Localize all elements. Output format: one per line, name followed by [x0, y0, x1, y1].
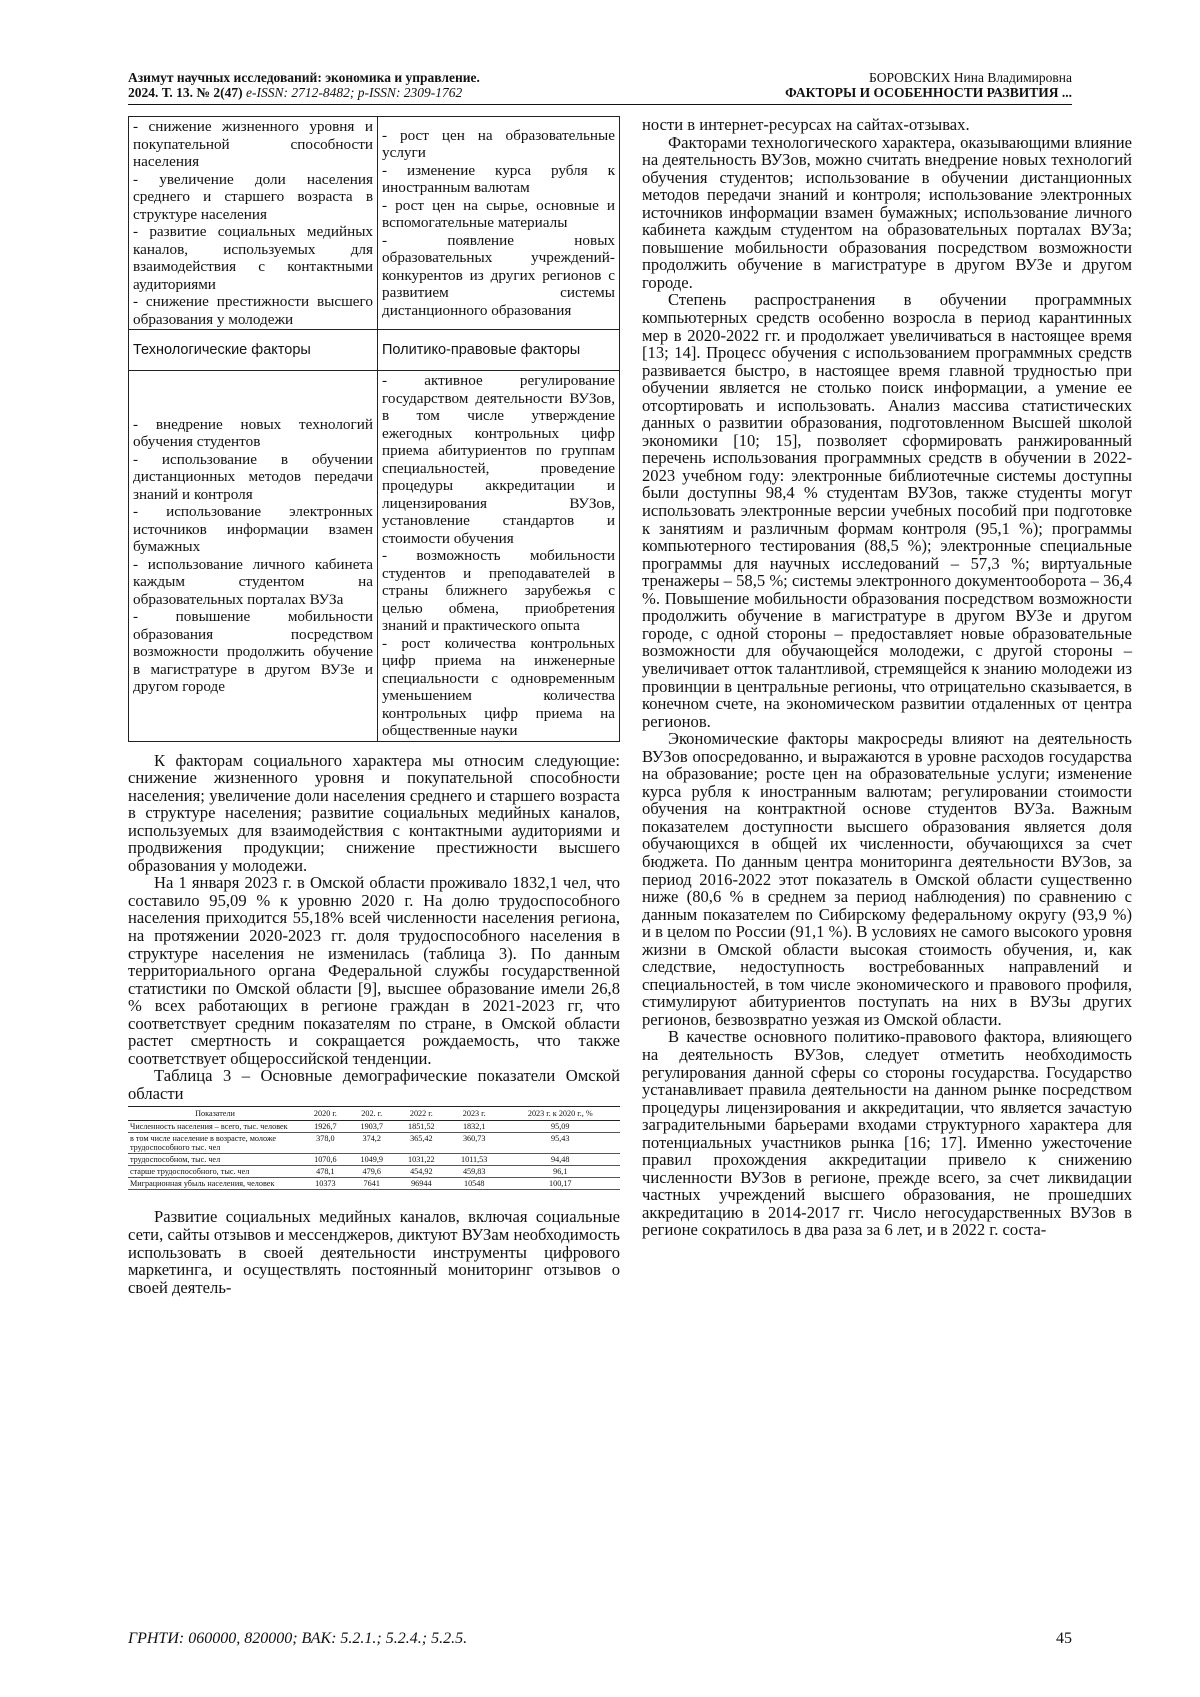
cell: 96,1 [501, 1166, 620, 1178]
social-factors-cell: - снижение жизненного уровня и покупательной способности населения - увеличение доли населения среднего и старшего возраста в структуре населения - развитие социальных медийных каналов, используемых для взаимодействия с контактными аудиториями - снижение престижности высшего образования у молодежи [129, 117, 378, 330]
cell: 479,6 [349, 1166, 395, 1178]
cell: 378,0 [302, 1133, 349, 1154]
issue-number: 2024. Т. 13. № 2(47) [128, 85, 243, 100]
paragraph: Степень распространения в обучении программных компьютерных средств особенно возросла в период карантинных мер в 2020-2022 гг. и продолжает увеличиваться в настоящее время [13; 14]. Процесс обучения с использованием программных средств развивается быстро, в настоящее время главной трудностью при обучении является не столько поиск информации, а умение ее отсортировать и использовать. Анализ массива статистических данных о развитии образования, подготовленном Высшей школой экономики [10; 15], позволяет сформировать ранжированный перечень использования программных средств в обучении в 2022-2023 учебном году: электронные библиотечные системы доступны были доступны 98,4 % студентам ВУЗов, также студенты могут использовать электронные версии учебных пособий при подготовке к занятиям и различным формам контроля (95,1 %); программы компьютерного тестирования (88,5 %); электронные специальные программы для научных исследований – 57,3 %; виртуальные тренажеры – 58,5 %; системы электронного документооборота – 36,4 %. Повышение мобильности образования посредством возможности продолжить обучение в магистратуре в другом ВУЗе и другом городе, с одной стороны – предоставляет новые образовательные возможности для обучающейся молодежи, с другой стороны – увеличивает отток талантливой, стремящейся к знанию молодежи из провинции в центральные регионы, что отрицательно сказывается, в конечном счете, на экономическом развитии отдаленных от центра регионов. [642, 290, 1132, 731]
col-header: 2023 г. к 2020 г., % [501, 1107, 620, 1121]
row-label: трудоспособном, тыс. чел [128, 1154, 302, 1166]
header-rule [128, 104, 1072, 105]
cell: 100,17 [501, 1178, 620, 1190]
cell: 95,43 [501, 1133, 620, 1154]
cell: 365,42 [395, 1133, 448, 1154]
journal-header [128, 70, 648, 100]
journal-title: Азимут научных исследований: экономика и управление. [128, 70, 480, 85]
cell: 1851,52 [395, 1121, 448, 1133]
table-header-row [128, 1107, 620, 1121]
article-title: ФАКТОРЫ И ОСОБЕННОСТИ РАЗВИТИЯ ... [785, 85, 1072, 100]
factors-table [128, 116, 620, 742]
row-label: Миграционная убыль населения, человек [128, 1178, 302, 1190]
cell: 96944 [395, 1178, 448, 1190]
article-header [592, 70, 1072, 100]
issn: e-ISSN: 2712-8482; p-ISSN: 2309-1762 [242, 85, 463, 100]
paragraph: Экономические факторы макросреды влияют на деятельность ВУЗов опосредованно, и выражаются в уровне расходов государства на образование; росте цен на образовательные услуги; изменение курса рубля к иностранным валютам; регулировании стоимости обучения на контрактной основе студентов ВУЗа. Важным показателем доступности высшего образования является доля обучающихся в общей их численности, обучающихся за счет бюджета. По данным центра мониторинга деятельности ВУЗов, за период 2016-2022 этот показатель в Омской области существенно ниже (80,6 % в среднем за период наблюдения) по сравнению с данным показателем по Сибирскому федеральному округу (93,9 %) и в целом по России (91,1 %). В условиях не самого высокого уровня жизни в Омской области высокая стоимость обучения, и, как следствие, недоступность востребованных направлений и специальностей, в том числе экономического и правового профиля, стимулируют абитуриентов поступать на них в ВУЗы других регионов, безвозвратно уезжая из Омской области. [642, 729, 1132, 1029]
tech-factors-header: Технологические факторы [129, 330, 378, 371]
cell: 1049,9 [349, 1154, 395, 1166]
page-number: 45 [1056, 1630, 1072, 1647]
row-label: Численность населения – всего, тыс. человек [128, 1121, 302, 1133]
paragraph: ности в интернет-ресурсах на сайтах-отзывах. [642, 115, 970, 134]
paragraph: Развитие социальных медийных каналов, включая социальные сети, сайты отзывов и мессенджеров, диктуют ВУЗам необходимость использовать в своей деятельности инструменты цифрового маркетинга, и осуществлять постоянный мониторинг отзывов о своей деятель- [128, 1207, 620, 1297]
table-row [128, 1178, 620, 1190]
table-row [128, 1133, 620, 1154]
paragraph: В качестве основного политико-правового фактора, влияющего на деятельность ВУЗов, следует отметить необходимость регулирования данной сферы со стороны государства. Государство устанавливает правила деятельности на данном рынке посредством процедуры лицензирования и аккредитации, что является зачастую заградительными барьерами входами структурного характера для потенциальных участников рынка [16; 17]. Именно ужесточение правил прохождения аккредитации привело к снижению численности ВУЗов в регионе, прежде всего, за счет ликвидации частных учреждений высшего образования, не прошедших аккредитацию в 2014-2017 гг. Число негосударственных ВУЗов в регионе сократилось в два раза за 6 лет, и в 2022 г. соста- [642, 1027, 1132, 1240]
row-label: в том числе население в возрасте, моложе трудоспособного тыс. чел [128, 1133, 302, 1154]
cell: 1011,53 [448, 1154, 501, 1166]
cell: 10548 [448, 1178, 501, 1190]
cell: 1070,6 [302, 1154, 349, 1166]
cell: 374,2 [349, 1133, 395, 1154]
table-row [128, 1166, 620, 1178]
cell: 459,83 [448, 1166, 501, 1178]
author-name: БОРОВСКИХ Нина Владимировна [869, 70, 1072, 85]
cell: 95,09 [501, 1121, 620, 1133]
table-row [128, 1121, 620, 1133]
cell: 454,92 [395, 1166, 448, 1178]
tech-factors-cell: - внедрение новых технологий обучения студентов - использование в обучении дистанционных методов передачи знаний и контроля - использование электронных источников информации взамен бумажных - использование личного кабинета каждым студентом на образовательных порталах ВУЗа - повышение мобильности образования посредством возможности продолжить обучение в магистратуре в другом ВУЗе и другом городе [129, 371, 378, 742]
table-row [128, 1154, 620, 1166]
col-header: 2022 г. [395, 1107, 448, 1121]
col-header: Показатели [128, 1107, 302, 1121]
classification-codes: ГРНТИ: 060000, 820000; ВАК: 5.2.1.; 5.2.4.; 5.2.5. [128, 1630, 468, 1647]
paragraph: На 1 января 2023 г. в Омской области проживало 1832,1 чел, что составило 95,09 % к уровню 2020 г. На долю трудоспособного населения приходится 55,18% всей численности населения региона, на протяжении 2020-2023 гг. доля трудоспособного населения в структуре населения не изменилась (таблица 3). По данным территориального органа Федеральной службы государственной статистики по Омской области [9], высшее образование имели 26,8 % всех работающих в регионе граждан в 2021-2023 гг, что соответствует средним показателям по стране, в Омской области растет смертность и сокращается рождаемость, что также соответствует общероссийской тенденции. [128, 873, 620, 1068]
table3-caption: Таблица 3 – Основные демографические показатели Омской области [128, 1066, 620, 1103]
cell: 94,48 [501, 1154, 620, 1166]
legal-factors-header: Политико-правовые факторы [378, 330, 620, 371]
demographics-table [128, 1106, 620, 1190]
legal-factors-cell: - активное регулирование государством деятельности ВУЗов, в том числе утверждение ежегодных контрольных цифр приема абитуриентов по группам специальностей, проведение процедуры аккредитации и лицензирования ВУЗов, установление стандартов и стоимости обучения - возможность мобильности студентов и преподавателей в страны ближнего зарубежья с целью обмена, приобретения знаний и практического опыта - рост количества контрольных цифр приема на инженерные специальности с одновременным уменьшением количества контрольных цифр приема на общественные науки [378, 371, 620, 742]
left-column [128, 116, 620, 1296]
economic-factors-cell: - рост цен на образовательные услуги - изменение курса рубля к иностранным валютам - рост цен на сырье, основные и вспомогательные материалы - появление новых образовательных учреждений-конкурентов из других регионов с развитием системы дистанционного образования [378, 117, 620, 330]
row-label: старше трудоспособного, тыс. чел [128, 1166, 302, 1178]
page-footer [128, 1630, 1072, 1648]
journal-issue [128, 85, 648, 100]
cell: 7641 [349, 1178, 395, 1190]
cell: 360,73 [448, 1133, 501, 1154]
col-header: 202. г. [349, 1107, 395, 1121]
col-header: 2023 г. [448, 1107, 501, 1121]
cell: 1031,22 [395, 1154, 448, 1166]
paragraph: К факторам социального характера мы относим следующие: снижение жизненного уровня и покупательной способности населения; увеличение доли населения среднего и старшего возраста в структуре населения; развитие социальных медийных каналов, используемых для взаимодействия с контактными аудиториями и продвижения продукции; снижение престижности высшего образования у молодежи. [128, 750, 620, 875]
right-column [642, 116, 1132, 1239]
col-header: 2020 г. [302, 1107, 349, 1121]
cell: 10373 [302, 1178, 349, 1190]
cell: 1926,7 [302, 1121, 349, 1133]
cell: 1903,7 [349, 1121, 395, 1133]
cell: 1832,1 [448, 1121, 501, 1133]
paragraph: Факторами технологического характера, оказывающими влияние на деятельность ВУЗов, можно считать внедрение новых технологий обучения студентов; использование в обучении дистанционных методов передачи знаний и контроля; использование электронных источников информации взамен бумажных; использование личного кабинета каждым студентом на образовательных порталах ВУЗа; повышение мобильности образования посредством возможности продолжить обучение в магистратуре в другом ВУЗе и другом городе. [642, 132, 1132, 292]
cell: 478,1 [302, 1166, 349, 1178]
